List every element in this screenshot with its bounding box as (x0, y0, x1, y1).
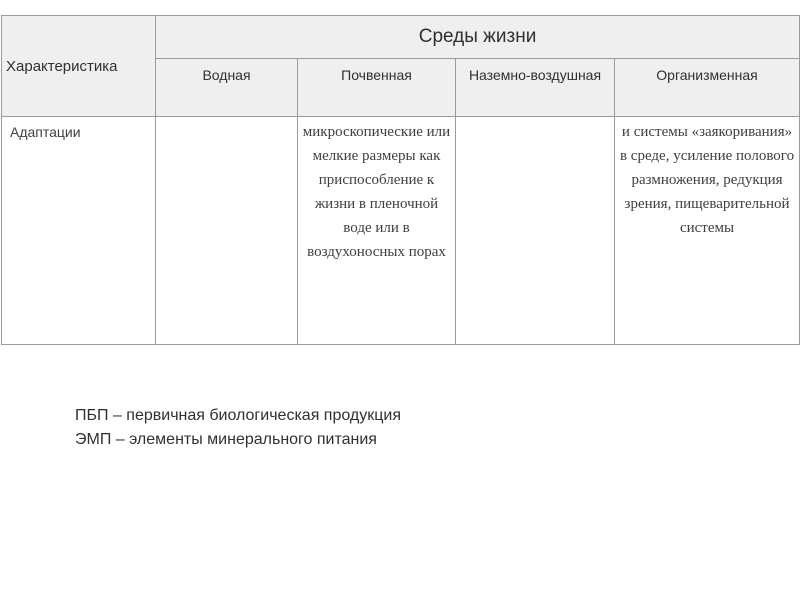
legend-line-emp: ЭМП – элементы минерального питания (75, 431, 377, 448)
row-label-text: Адаптации (10, 124, 81, 140)
column-header-label: Организменная (656, 67, 758, 83)
environments-title-label: Среды жизни (418, 26, 537, 47)
cell-text: и системы «заякоривания» в среде, усиление полового размножения, редукция зрения, пищеварительной системы (619, 124, 795, 236)
cell-water (156, 117, 298, 345)
legend-line-pbp: ПБП – первичная биологическая продукция (75, 407, 402, 424)
column-header-soil (298, 59, 456, 117)
column-header-label: Наземно-воздушная (468, 67, 602, 83)
cell-text: микроскопические или мелкие размеры как приспособление к жизни в пленочной воде или в воздухоносных порах (302, 124, 451, 260)
characteristic-header (2, 16, 156, 117)
abbreviation-legend (75, 404, 401, 452)
environments-title (156, 16, 800, 59)
column-header-water (156, 59, 298, 117)
cell-organism (615, 117, 800, 345)
row-label-adaptations (2, 117, 156, 345)
characteristic-header-label: Характеристика (6, 57, 118, 75)
column-header-label: Почвенная (341, 67, 412, 83)
habitat-table (1, 15, 800, 345)
column-header-label: Водная (202, 67, 251, 83)
column-header-organism (615, 59, 800, 117)
cell-ground-air (456, 117, 615, 345)
cell-soil (298, 117, 456, 345)
table-row (2, 117, 800, 345)
column-header-ground-air (456, 59, 615, 117)
